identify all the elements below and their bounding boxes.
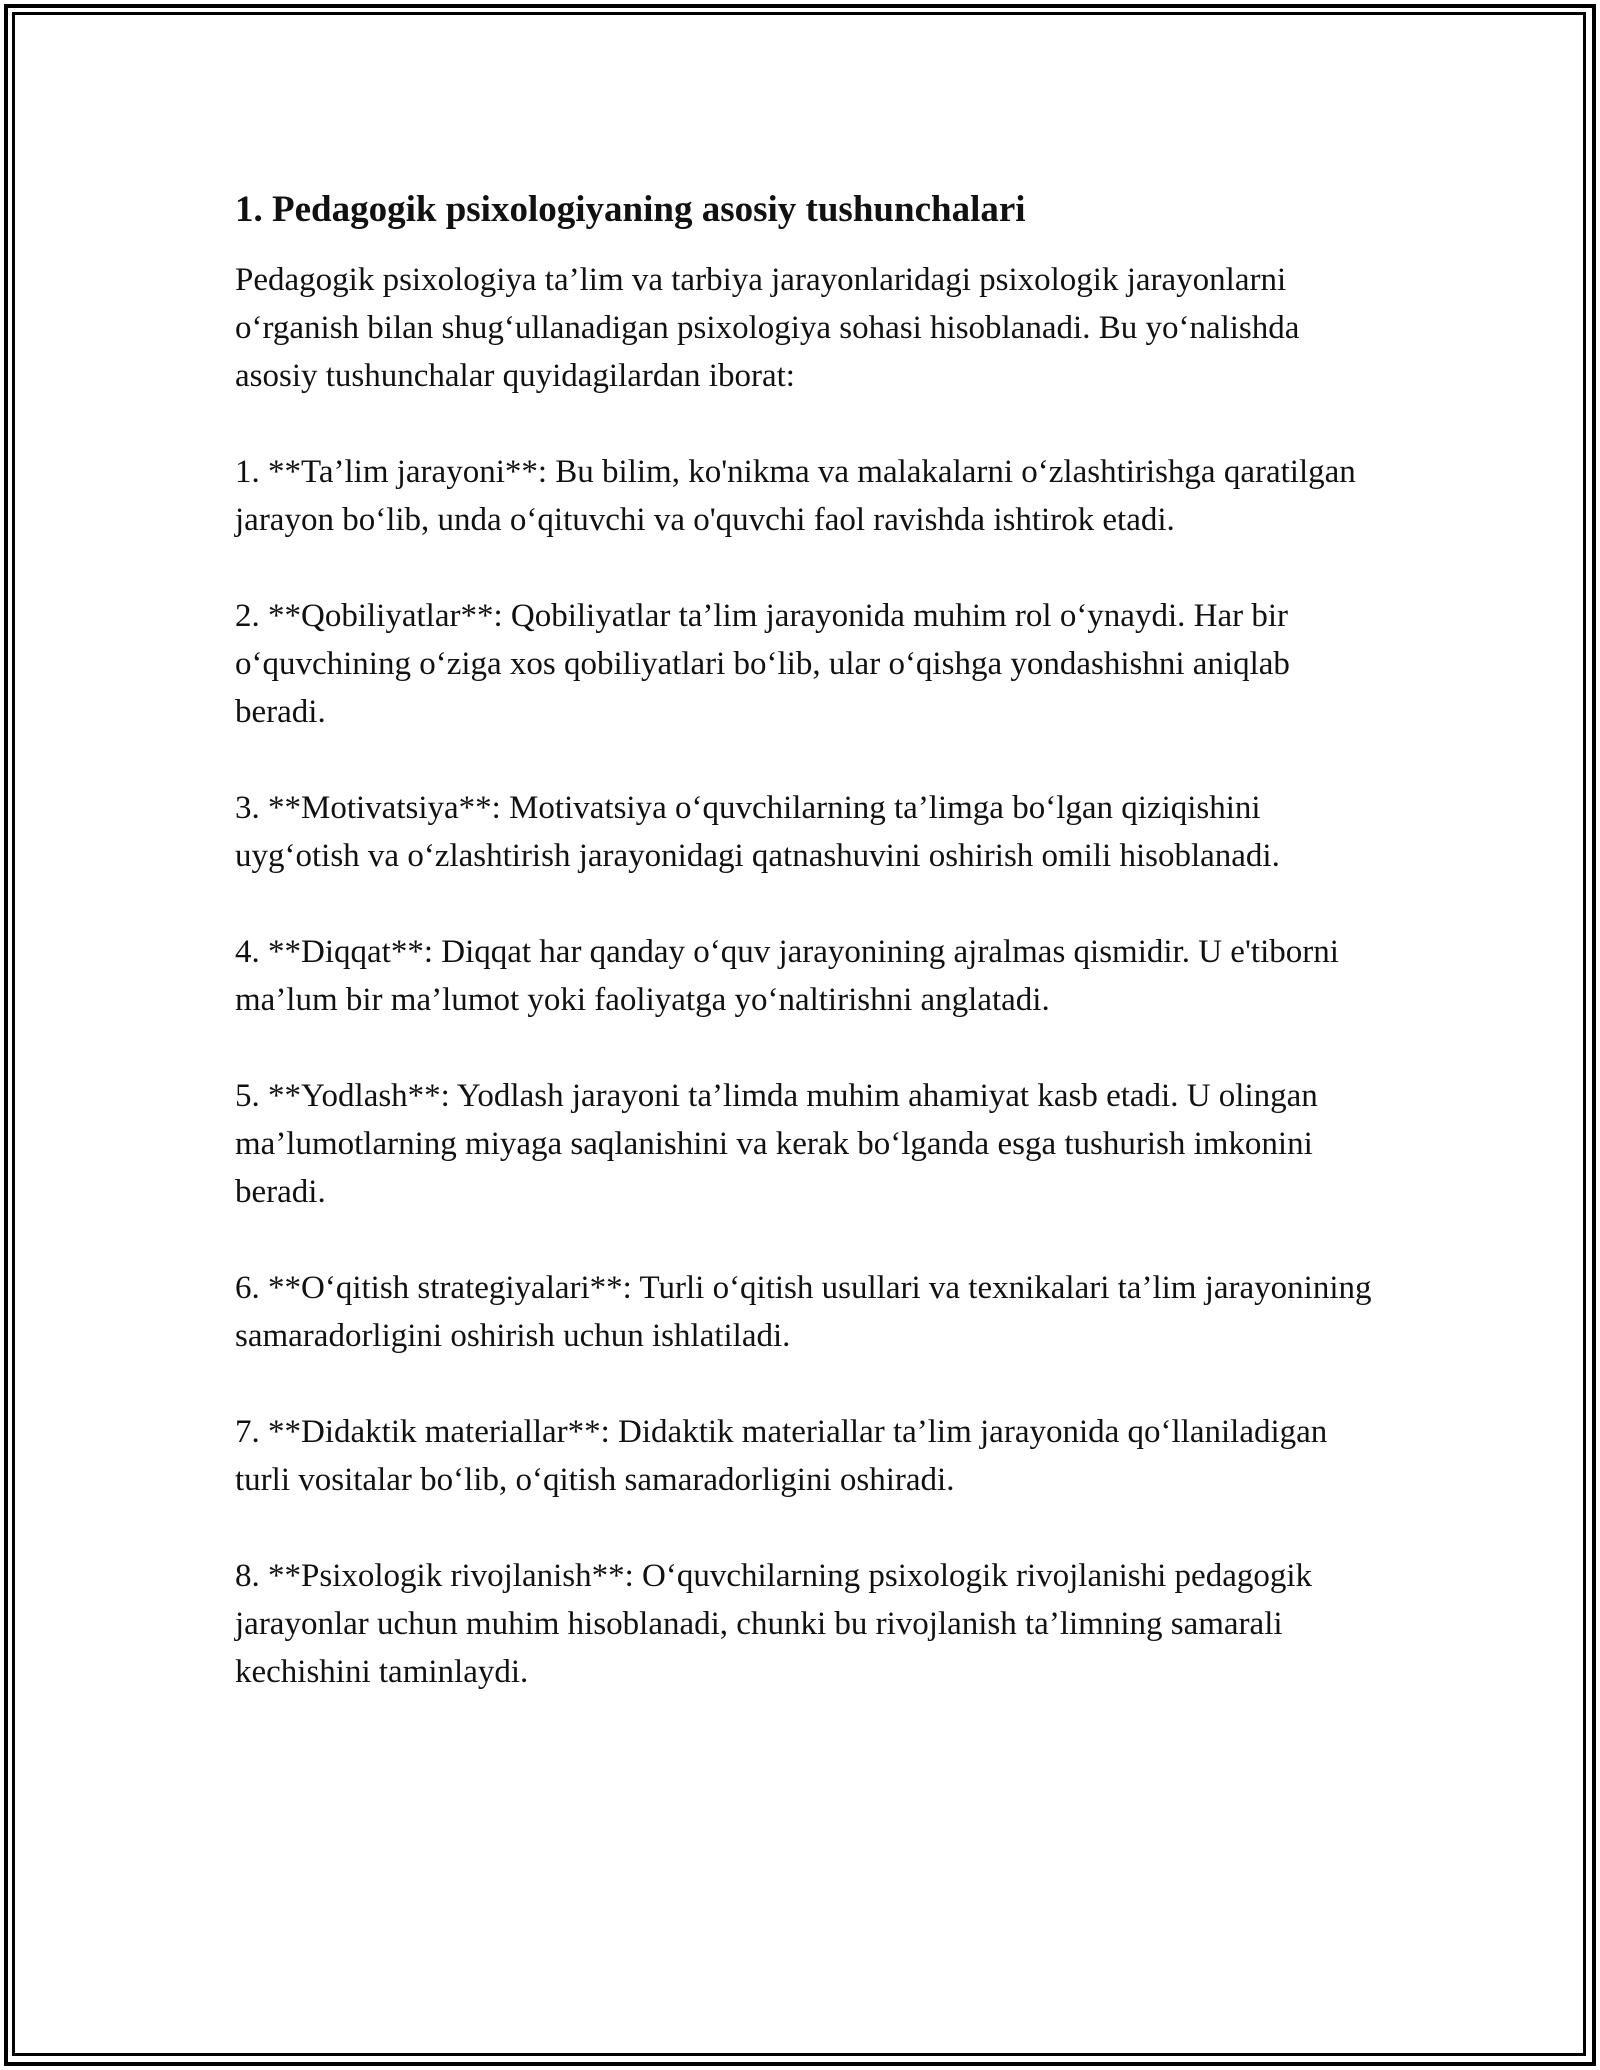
- list-item-qobiliyatlar: 2. **Qobiliyatlar**: Qobiliyatlar ta’lim jarayonida muhim rol o‘ynaydi. Har bir o‘quvchining o‘ziga xos qobiliyatlari bo‘lib, ular o‘qishga yondashishni aniqlab beradi.: [235, 598, 1290, 730]
- list-item-diqqat: 4. **Diqqat**: Diqqat har qanday o‘quv jarayonining ajralmas qismidir. U e'tiborni ma’lum bir ma’lumot yoki faoliyatga yo‘naltirishni anglatadi.: [235, 934, 1339, 1018]
- list-item-yodlash: 5. **Yodlash**: Yodlash jarayoni ta’limda muhim ahamiyat kasb etadi. U olingan ma’lumotlarning miyaga saqlanishini va kerak bo‘lganda esga tushurish imkonini beradi.: [235, 1078, 1318, 1210]
- list-item-oqitish-strategiyalari: 6. **O‘qitish strategiyalari**: Turli o‘qitish usullari va texnikalari ta’lim jarayonining samaradorligini oshirish uchun ishlatiladi.: [235, 1270, 1372, 1354]
- document-body: [235, 186, 1375, 1744]
- list-item-talim-jarayoni: 1. **Ta’lim jarayoni**: Bu bilim, ko'nikma va malakalarni o‘zlashtirishga qaratilgan jarayon bo‘lib, unda o‘qituvchi va o'quvchi faol ravishda ishtirok etadi.: [235, 454, 1356, 538]
- intro-paragraph: Pedagogik psixologiya ta’lim va tarbiya jarayonlaridagi psixologik jarayonlarni o‘rganish bilan shug‘ullanadigan psixologiya sohasi hisoblanadi. Bu yo‘nalishda asosiy tushunchalar quyidagilardan iborat:: [235, 262, 1300, 394]
- list-item-psixologik-rivojlanish: 8. **Psixologik rivojlanish**: O‘quvchilarning psixologik rivojlanishi pedagogik jarayonlar uchun muhim hisoblanadi, chunki bu rivojlanish ta’limning samarali kechishini taminlaydi.: [235, 1558, 1313, 1690]
- list-item-motivatsiya: 3. **Motivatsiya**: Motivatsiya o‘quvchilarning ta’limga bo‘lgan qiziqishini uyg‘otish va o‘zlashtirish jarayonidagi qatnashuvini oshirish omili hisoblanadi.: [235, 790, 1280, 874]
- list-item-didaktik-materiallar: 7. **Didaktik materiallar**: Didaktik materiallar ta’lim jarayonida qo‘llaniladigan turli vositalar bo‘lib, o‘qitish samaradorligini oshiradi.: [235, 1414, 1328, 1498]
- page-title: 1. Pedagogik psixologiyaning asosiy tushunchalari: [235, 189, 1026, 230]
